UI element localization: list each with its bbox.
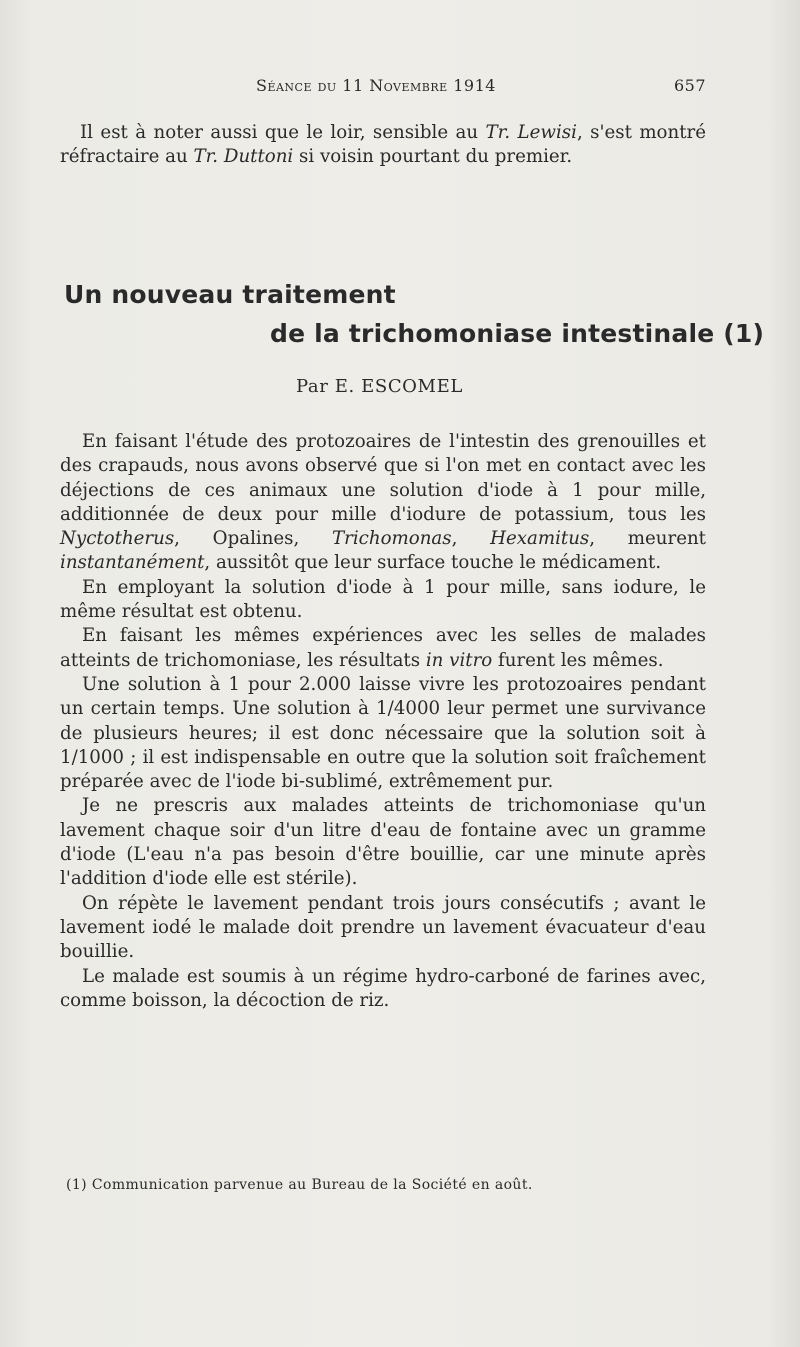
page-number: 657	[673, 76, 706, 95]
footnote: (1) Communication parvenue au Bureau de la Société en août.	[66, 1177, 533, 1193]
paragraph: On répète le lavement pendant trois jours consécutifs ; avant le lavement iodé le malade doit prendre un lavement évacuateur d'eau bouillie.	[60, 892, 706, 963]
paragraph: Je ne prescris aux malades atteints de trichomoniase qu'un lavement chaque soir d'un litre d'eau de fontaine avec un gramme d'iode (L'eau n'a pas besoin d'être bouillie, car une minute après l'addition d'iode elle est stérile).	[60, 795, 706, 890]
paragraph: En faisant l'étude des protozoaires de l'intestin des grenouilles et des crapauds, nous avons observé que si l'on met en contact avec les déjections de ces animaux une solution d'iode à 1 pour mille, additionnée de deux pour mille d'iodure de potassium, tous les Nyctotherus, Opalines, Trichomonas, Hexamitus, meurent instantanément, aussitôt que leur surface touche le médicament.	[60, 431, 706, 574]
paragraph: Le malade est soumis à un régime hydro-carboné de farines avec, comme boisson, la décoction de riz.	[60, 965, 706, 1011]
article-byline: Par E. ESCOMEL	[296, 376, 463, 397]
paragraph: En faisant les mêmes expériences avec les selles de malades atteints de trichomoniase, les résultats in vitro furent les mêmes.	[60, 625, 706, 671]
article-title-line-1: Un nouveau traitement	[64, 280, 396, 309]
previous-article-ending	[60, 121, 706, 170]
running-head: Séance du 11 Novembre 1914	[256, 76, 496, 95]
paragraph: Il est à noter aussi que le loir, sensible au Tr. Lewisi, s'est montré réfractaire au Tr. Duttoni si voisin pourtant du premier.	[60, 122, 706, 168]
article-title-line-2: de la trichomoniase intestinale (1)	[270, 319, 765, 348]
article-body	[60, 430, 706, 1013]
paragraph: En employant la solution d'iode à 1 pour mille, sans iodure, le même résultat est obtenu.	[60, 576, 706, 623]
page-header	[60, 76, 706, 102]
paragraph: Une solution à 1 pour 2.000 laisse vivre les protozoaires pendant un certain temps. Une solution à 1/4000 leur permet une survivance de plusieurs heures; il est donc nécessaire que la solution soit à 1/1000 ; il est indispensable en outre que la solution soit fraîchement préparée avec de l'iode bi-sublimé, extrêmement pur.	[60, 673, 706, 793]
